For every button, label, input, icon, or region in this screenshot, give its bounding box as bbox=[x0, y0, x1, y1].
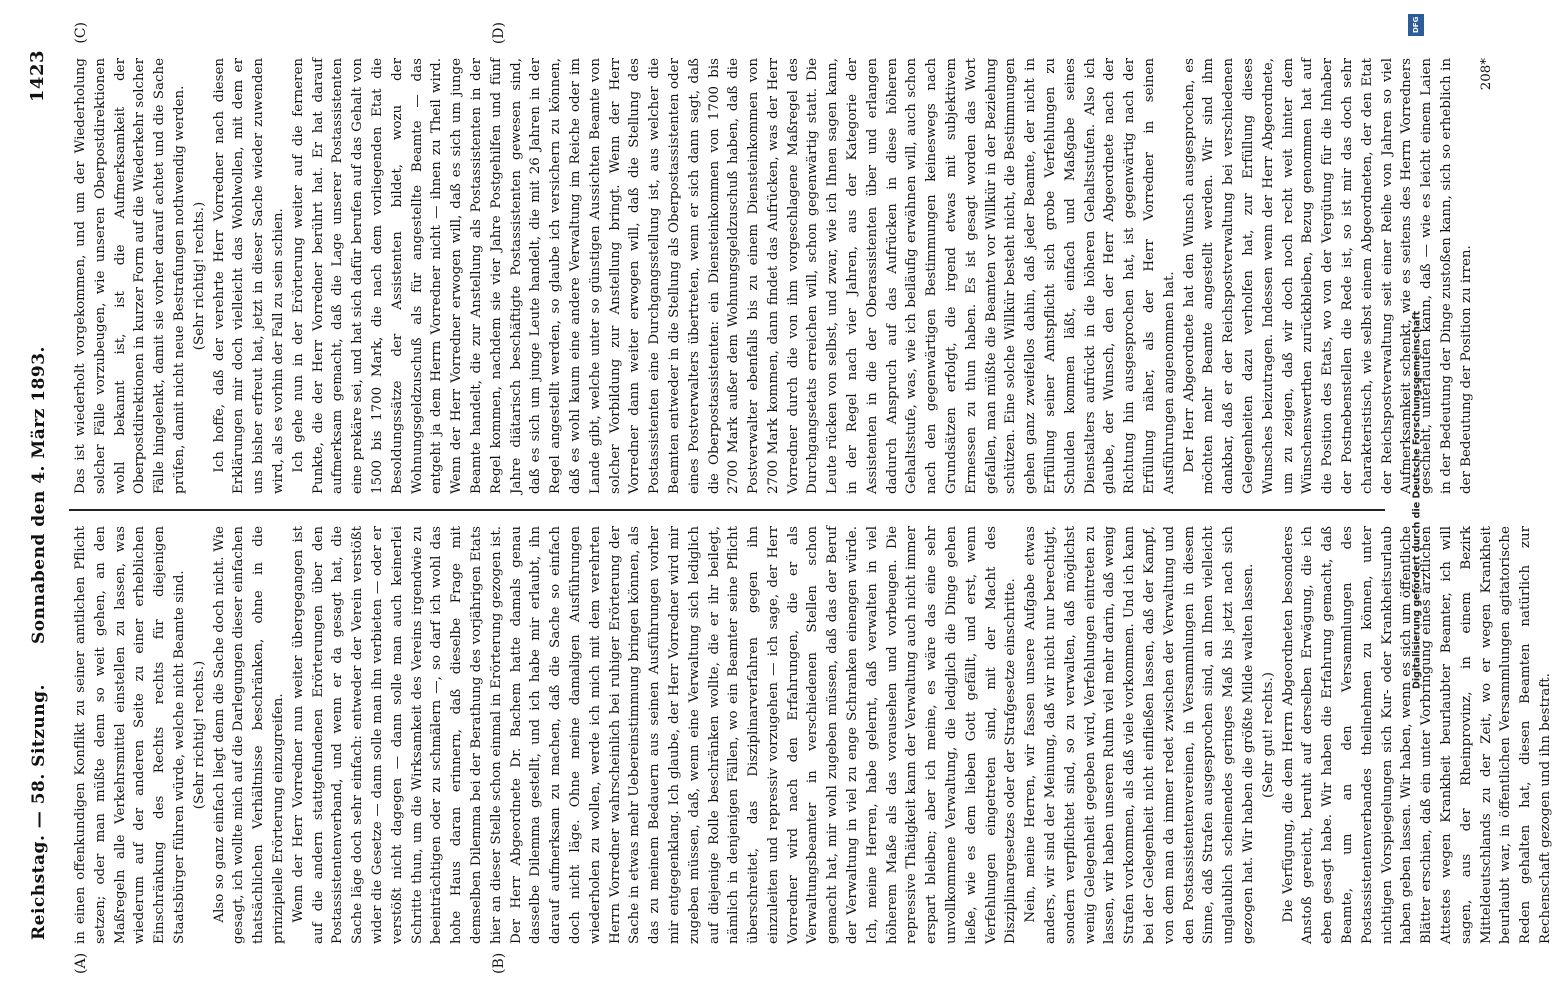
digitization-credit bbox=[1406, 0, 1428, 1000]
left-column-paragraph: Also so ganz einfach liegt denn die Sache doch nicht. Wie gesagt, ich wollte mich auf die Darlegungen dieser einfachen thatsächlichen Verhältnisse beschränken, ohne in die prinzipielle Erörterung einzugreifen. bbox=[211, 526, 286, 944]
page-number: 1423 bbox=[27, 50, 48, 103]
margin-marker-b: (B) bbox=[491, 952, 507, 974]
right-column bbox=[71, 58, 1494, 494]
left-column-paragraph: (Sehr gut! rechts.) bbox=[1260, 672, 1276, 799]
right-column-paragraph: Ich hoffe, daß der verehrte Herr Vorredner nach diesen Erklärungen mir doch vielleicht das Wohlwollen, mit dem er uns bisher erfreut hat, jetzt in dieser Sache wieder zuwenden wird, als es vorhin der Fall zu sein schien. bbox=[211, 58, 286, 494]
header-date: Sonnabend den 4. März 1893. bbox=[29, 346, 49, 644]
document-page bbox=[11, 20, 1553, 980]
left-column-paragraph: Die Verfügung, die dem Herrn Abgeordneten besonderes Anstoß gereicht, beruht auf derselben Erwägung, die ich eben gesagt habe. Wir haben die Erfahrung gemacht, daß Beamte, um an den Versammlungen des Postassistentenverbandes theilnehmen zu können, unter nichtigen Vorspiegelungen sich Kur- oder Krankheitsurlaub haben geben lassen. Wir haben, wenn es sich um öffentliche Blätter erschien, daß ein unter Vorbringung eines ärztlichen Attestes wegen Krankheit beurlaubter Beamter, ich will sagen, aus der Rheinprovinz, in einem Bezirk Mitteldeutschlands zu der Zeit, wo er wegen Krankheit beurlaubt war, in öffentlichen Versammlungen agitatorische Reden gehalten hat, diesen Beamten natürlich zur Rechenschaft gezogen und ihn bestraft. bbox=[1280, 526, 1553, 944]
header-session: Reichstag. — 58. Sitzung. bbox=[29, 684, 49, 940]
left-column-paragraph: in einen offenkundigen Konflikt zu seiner amtlichen Pflicht setzen; oder man müßte denn so weit gehen, an den Maßregeln alle Verkehrsmittel einstellen zu lassen, was wiederum auf der anderen Seite zu einer erheblichen Einschränkung des Rechts rechts für diejenigen Staatsbürger führen würde, welche nicht Beamte sind. bbox=[73, 526, 187, 944]
margin-marker-a: (A) bbox=[73, 952, 89, 974]
right-column-paragraph: (Sehr richtig! rechts.) bbox=[191, 201, 207, 351]
right-column-paragraph: Das ist wiederholt vorgekommen, und um der Wiederholung solcher Fälle vorzubeugen, wie unseren Oberpostdirektionen wohl bekannt ist, ist die Aufmerksamkeit der Oberpostdirektionen in kurzer Form auf die Wiederkehr solcher Fälle hingelenkt, damit sie vorher darauf achtet und die Sache prüfen, damit nicht neue Bestrafungen nothwendig werden. bbox=[73, 58, 187, 494]
column-divider bbox=[69, 510, 1385, 512]
margin-marker-c: (C) bbox=[73, 22, 89, 44]
dfg-logo: DFG bbox=[1408, 14, 1424, 36]
right-column-paragraph: Der Herr Abgeordnete hat den Wunsch ausgesprochen, es möchten mehr Beamte angestellt werden. Wir sind ihm dankbar, daß er der Reichspostverwaltung bei verschiedenen Gelegenheiten dazu verholfen hat, zur Erfüllung dieses Wunsches beizutragen. Indessen wenn der Herr Abgeordnete, um zu zeigen, daß wir doch noch recht weit hinter dem Wünschenswerthen zurückbleiben, Bezug genommen hat auf die Position des Etats, wo von der Vergütung für die Inhaber der Postnebenstellen die Rede ist, so ist mir das doch sehr charakteristisch, wie selbst einem Abgeordneten, der den Etat der Reichspostverwaltung seit einer Reihe von Jahren so viel Aufmerksamkeit schenkt, wie es seitens des Herrn Vorredners geschieht, unterlaufen kann, daß — wie es leicht einem Laien in der Bedeutung der Dinge zustoßen kann, sich so erheblich in der Bedeutung der Position zu irren. bbox=[1181, 58, 1474, 494]
left-column bbox=[71, 526, 1553, 944]
page-header bbox=[25, 50, 55, 940]
right-column-paragraph: Ich gehe nun in der Erörterung weiter auf die ferneren Punkte, die der Herr Vorredner berührt hat. Er hat darauf aufmerksam gemacht, daß die Lage unserer Postassistenten eine prekäre sei, und hat sich dafür berufen auf das Gehalt von 1500 bis 1700 Mark, die nach dem vorliegenden Etat die Besoldungssätze der Assistenten bildet, wozu der Wohnungsgeldzuschuß als für angestellte Beamte — das entgeht ja dem Herrn Vorredner nicht — ihnen zu Theil wird. Wenn der Herr Vorredner erwogen will, daß es sich um junge Beamte handelt, die zur Anstellung als Postassistenten in der Regel kommen, nachdem sie vier Jahre Postgehilfen und fünf Jahre diätarisch beschäftigte Postassistenten gewesen sind, daß es sich um junge Leute handelt, die mit 26 Jahren in der Regel angestellt werden, so glaube ich versichern zu können, daß es wohl kaum eine andere Verwaltung im Reiche oder im Lande gibt, welche unter so günstigen Aussichten Beamte von solcher Vorbildung zur Anstellung bringt. Wenn der Herr Vorredner dann weiter erwogen will, daß die Stellung des Postassistenten eine Durchgangsstellung ist, aus welcher die Beamten entweder in die Stellung als Oberpostassistenten oder eines Postverwalters übertreten, wenn er sich dann sagt, daß die Oberpostassistenten: ein Diensteinkommen von 1700 bis 2700 Mark außer dem Wohnungsgeldzuschuß haben, daß die Postverwalter ebenfalls bis zu einem Diensteinkommen von 2700 Mark kommen, dann findet das Aufrücken, was der Herr Vorredner durch die von ihm vorgeschlagene Maßregel des Durchgangsetats erreichen will, schon gegenwärtig statt. Die Leute rücken von selbst, und zwar, wie ich Ihnen sagen kann, in der Regel nach vier Jahren, aus der Kategorie der Assistenten in die der Oberassistenten über und erlangen dadurch Anspruch auf das Aufrücken in diese höheren Gehaltsstufe, was, wie ich beiläufig erwähnen will, auch schon nach den gegenwärtigen Bestimmungen keineswegs nach Grundsätzen erfolgt, die irgend etwas mit subjektivem Ermessen zu thun haben. Es ist gesagt worden das Wort gefallen, man müßte die Beamten vor Willkür in der Beziehung schützen. Eine solche Willkür besteht nicht, die Bestimmungen gehen ganz zweifellos dahin, daß jeder Beamte, der nicht in Erfüllung seiner Amtspflicht sich grobe Verfehlungen zu Schulden kommen läßt, einfach und Maßgabe seines Dienstalters aufrückt in die höheren Gehaltsstufen. Also ich glaube, der Wunsch, den der Herr Abgeordnete nach der Richtung hin ausgesprochen hat, ist gegenwärtig nach der Erfüllung näher, als der Herr Vorredner in seinen Ausführungen angenommen hat. bbox=[290, 58, 1177, 494]
margin-marker-d: (D) bbox=[491, 22, 507, 45]
left-column-paragraph: Wenn der Herr Vorredner nun weiter übergegangen ist auf die andern stattgefundenen Erörterungen über den Postassistentenverband, und wenn er da gesagt hat, die Sache läge doch sehr einfach: entweder der Verein verstößt wider die Gesetze — dann solle man ihn verbieten — oder er verstößt nicht dagegen — dann solle man auch keinerlei Schritte thun, um die Wirksamkeit des Vereins irgendwie zu beeinträchtigen oder zu schmälern —, so darf ich wohl das hohe Haus daran erinnern, daß dieselbe Frage mit demselben Dilemma bei der Berathung des vorjährigen Etats hier an dieser Stelle schon einmal in Erörterung gezogen ist. Der Herr Abgeordnete Dr. Bachem hatte damals genau dasselbe Dilemma gestellt, und ich habe mir erlaubt, ihn darauf aufmerksam zu machen, daß die Sache so einfach doch nicht läge. Ohne meine damaligen Ausführungen wiederholen zu wollen, werde ich mich mit dem verehrten Herrn Vorredner wahrscheinlich bei ruhiger Erörterung der Sache in etwas mehr Uebereinstimmung bringen können, als das zu meinem Bedauern aus seinen Ausführungen vorher mir entgegenklang. Ich glaube, der Herr Vorredner wird mir zugeben müssen, daß, wenn eine Verwaltung sich lediglich auf diejenige Rolle beschränken wollte, die er ihr beilegt, nämlich in denjenigen Fällen, wo ein Beamter seine Pflicht überschreitet, das Disziplinarverfahren gegen ihn einzuleiten und repressiv vorzugehen — ich sage, der Herr Vorredner wird nach den Erfahrungen, die er als Verwaltungsbeamter in verschiedenen Stellen schon gemacht hat, mir wohl zugeben müssen, daß das der Beruf der Verwaltung in viel zu enge Schranken einengen würde. Ich, meine Herren, habe gelernt, daß verwalten in viel höherem Maße als das vorausehen und vorbeugen. Die repressive Thätigkeit kann der Verwaltung auch nicht immer erspart bleiben; aber ich meine, es wäre das eine sehr unvollkommene Verwaltung, die lediglich die Dinge gehen ließe, wie es dem lieben Gott gefällt, und erst, wenn Verfehlungen eingetreten sind, mit der Macht des Disziplinargesetzes oder der Strafgesetze einschritte. bbox=[290, 526, 1019, 944]
credit-text: Digitalisierung gefördert durch die Deutsche Forschungsgemeinschaft bbox=[1411, 311, 1423, 689]
right-column-paragraph: 208* bbox=[1478, 58, 1494, 91]
left-column-paragraph: Nein, meine Herren, wir fassen unsere Aufgabe etwas anders, wir sind der Meinung, daß wir nicht nur berechtigt, sondern verpflichtet sind, so zu verwalten, daß möglichst wenig Gelegenheit gegeben wird, Verfehlungen eintreten zu lassen, wir haben unseren Ruhm viel mehr darin, daß wenig Strafen vorkommen, als daß viele vorkommen. Und ich kann bei der Gelegenheit nicht einfließen lassen, daß der Kampf, von dem man da immer redet zwischen der Verwaltung und den Postassistentenvereinen, in Versammlungen in diesem Sinne, daß Strafen ausgesprochen sind, an Ihnen vielleicht unglaublich scheinendes geringes Maß bis jetzt nach sich gezogen hat. Wir haben die größte Milde walten lassen. bbox=[1023, 526, 1257, 944]
left-column-paragraph: (Sehr richtig! rechts.) bbox=[191, 660, 207, 810]
